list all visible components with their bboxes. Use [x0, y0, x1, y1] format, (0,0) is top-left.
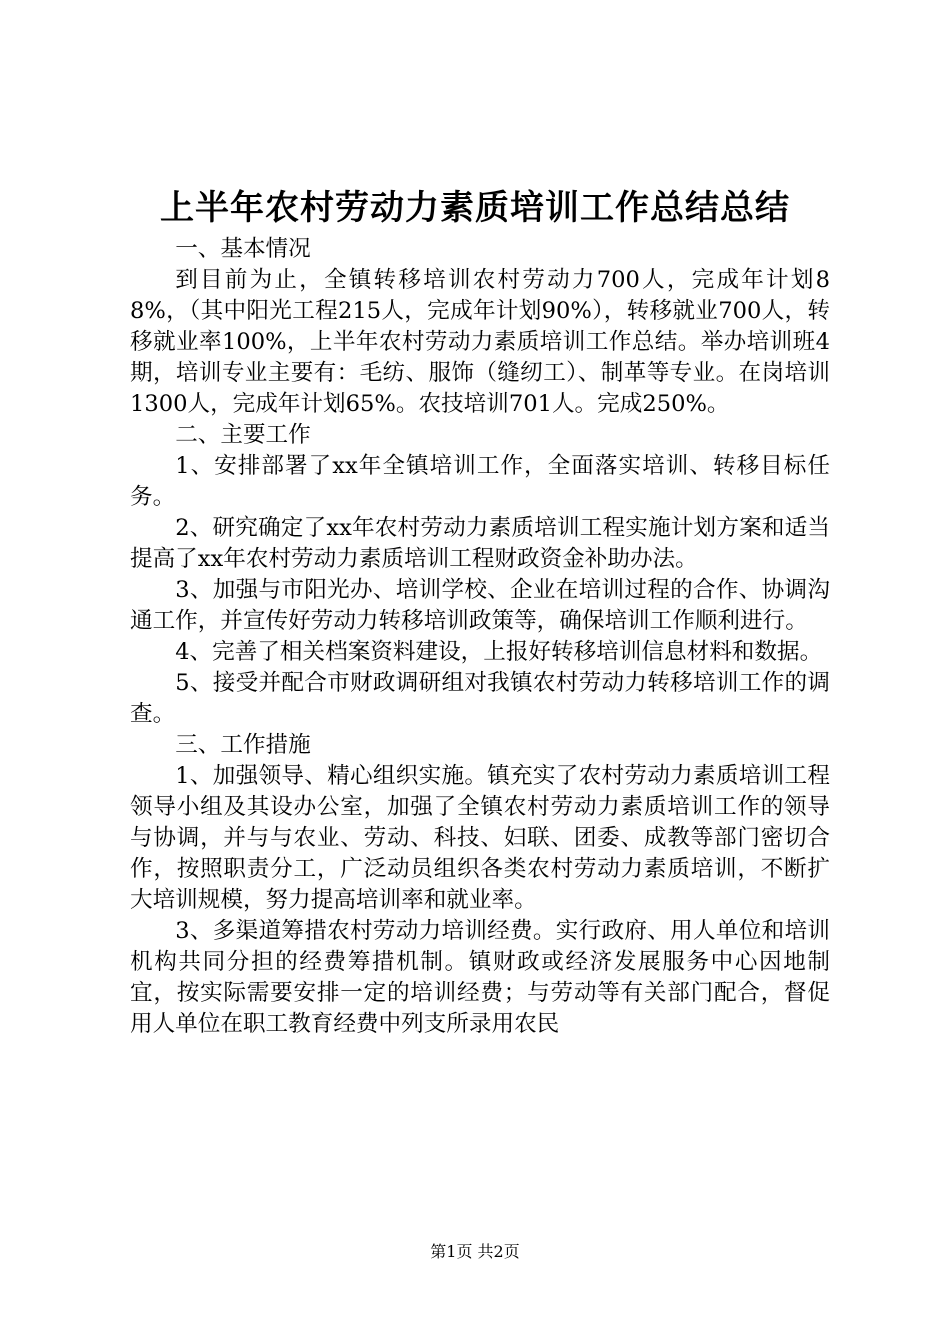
- paragraph-main-work-3: 3、加强与市阳光办、培训学校、企业在培训过程的合作、协调沟通工作，并宣传好劳动力转移培训政策等，确保培训工作顺利进行。: [130, 577, 830, 634]
- paragraph-main-work-5: 5、接受并配合市财政调研组对我镇农村劳动力转移培训工作的调查。: [130, 670, 830, 727]
- paragraph-measure-3: 3、多渠道筹措农村劳动力培训经费。实行政府、用人单位和培训机构共同分担的经费筹措机制。镇财政或经济发展服务中心因地制宜，按实际需要安排一定的培训经费；与劳动等有关部门配合，督促用人单位在职工教育经费中列支所录用农民: [130, 918, 830, 1037]
- section-heading-work-measures: 三、工作措施: [175, 732, 311, 758]
- paragraph-main-work-2: 2、研究确定了xx年农村劳动力素质培训工程实施计划方案和适当提高了xx年农村劳动力素质培训工程财政资金补助办法。: [130, 515, 830, 572]
- document-body: [130, 234, 830, 1040]
- page-footer: 第1页 共2页: [430, 1242, 520, 1261]
- paragraph-main-work-4: 4、完善了相关档案资料建设，上报好转移培训信息材料和数据。: [175, 639, 823, 665]
- section-heading-basic-situation: 一、基本情况: [175, 236, 311, 262]
- section-heading-main-work: 二、主要工作: [175, 422, 311, 448]
- paragraph-measure-1: 1、加强领导、精心组织实施。镇充实了农村劳动力素质培训工程领导小组及其设办公室，加强了全镇农村劳动力素质培训工作的领导与协调，并与与农业、劳动、科技、妇联、团委、成教等部门密切合作，按照职责分工，广泛动员组织各类农村劳动力素质培训，不断扩大培训规模，努力提高培训率和就业率。: [130, 763, 830, 913]
- paragraph-main-work-1: 1、安排部署了xx年全镇培训工作，全面落实培训、转移目标任务。: [130, 453, 830, 510]
- paragraph-basic-situation: 到目前为止，全镇转移培训农村劳动力700人，完成年计划88%，（其中阳光工程215人，完成年计划90%），转移就业700人，转移就业率100%，上半年农村劳动力素质培训工作总结。举办培训班4期，培训专业主要有：毛纺、服饰（缝纫工）、制革等专业。在岗培训1300人，完成年计划65%。农技培训701人。完成250%。: [130, 267, 830, 417]
- document-title: 上半年农村劳动力素质培训工作总结总结: [160, 188, 790, 228]
